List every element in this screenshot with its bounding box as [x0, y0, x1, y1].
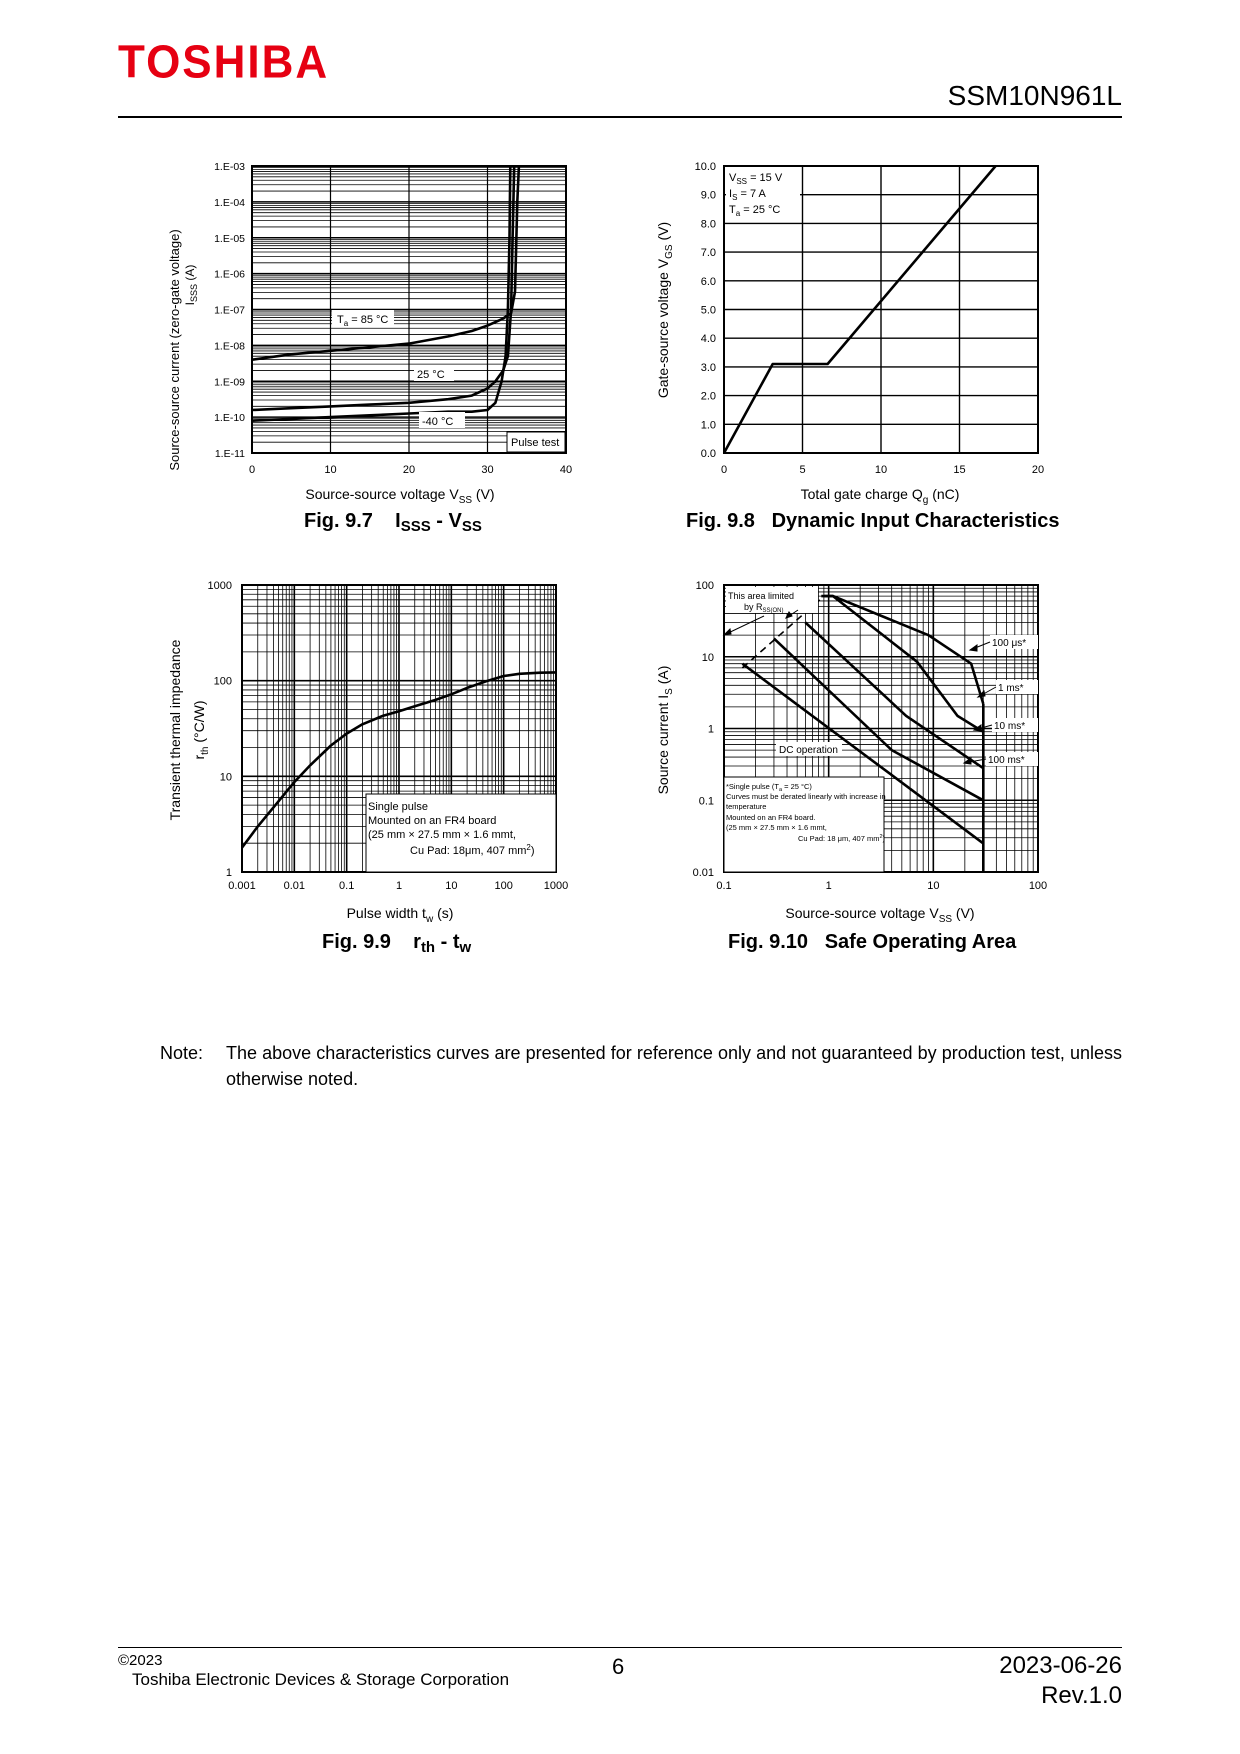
y-tick-labels — [695, 161, 716, 460]
x-tick-label: 100 — [494, 880, 513, 892]
soa-legend-box — [724, 777, 886, 872]
x-tick-label: 5 — [799, 464, 806, 476]
y-axis-label: Transient thermal impedance — [167, 639, 183, 821]
y-tick-label: 3.0 — [700, 361, 716, 374]
x-tick-label: 0.1 — [716, 880, 732, 892]
y-tick-label: 1.0 — [700, 419, 716, 432]
x-tick-label: 20 — [402, 464, 416, 476]
y-tick-label: 0.1 — [698, 795, 714, 808]
y-tick-label: 0.01 — [692, 867, 714, 879]
footer-revision: Rev.1.0 — [1041, 1682, 1122, 1709]
x-tick-label: 10 — [324, 464, 337, 476]
svg-text:This area limited: This area limited — [728, 591, 795, 601]
y-tick-label: 2.0 — [700, 390, 716, 403]
x-tick-label: 0.1 — [339, 880, 355, 892]
svg-text:-40 °C: -40 °C — [422, 416, 454, 428]
svg-text:Cu Pad: 18μm, 407 mm2): Cu Pad: 18μm, 407 $mm^2$) — [410, 843, 535, 857]
svg-text:by RSS(ON): by $R_{SS(ON)}$ — [744, 602, 784, 614]
footer-rule — [118, 1647, 1122, 1648]
x-tick-label: 30 — [481, 464, 494, 476]
label-area-limited — [726, 587, 818, 614]
footer-company: Toshiba Electronic Devices & Storage Corporation — [132, 1670, 510, 1689]
svg-text:Ta = 25 °C: $T_a = 25$ °C — [729, 204, 781, 218]
x-tick-label: 1 — [825, 880, 832, 892]
svg-text:VSS = 15 V: $V_{SS} = 15$ V — [729, 172, 783, 186]
document-id: SSM10N961L — [947, 80, 1122, 111]
x-tick-label: 40 — [559, 464, 573, 476]
y-tick-label: 9.0 — [700, 189, 716, 202]
y-tick-labels — [208, 580, 232, 879]
y-axis-label: Source-source current (zero-gate voltage) — [167, 229, 182, 471]
page-number: 6 — [612, 1654, 625, 1679]
grid — [252, 166, 566, 453]
x-tick-label: 1000 — [543, 880, 569, 892]
x-tick-label: 20 — [1031, 464, 1045, 476]
svg-text:10 ms*: 10 ms* — [994, 721, 1026, 732]
y-tick-label: 1 — [225, 867, 232, 879]
label-dc-operation — [776, 742, 842, 756]
y-tick-label: 100 — [213, 675, 232, 688]
x-tick-label: 0.001 — [228, 880, 256, 892]
y-tick-label: 100 — [695, 580, 714, 592]
svg-text:temperature: temperature — [726, 802, 767, 811]
pulse-test-box — [507, 432, 565, 452]
y-tick-labels — [693, 580, 714, 879]
y-tick-label: 1.E-04 — [214, 196, 245, 209]
svg-text:Cu Pad: 18 μm, 407 mm2): Cu Pad: 18 μm, 407 $mm^2$) — [798, 834, 886, 843]
note-text: The above characteristics curves are presented for reference only and not guaranteed by production test, unless otherwise noted. — [226, 1043, 1122, 1089]
x-axis-label: Total gate charge $Q_g$ (nC) — [800, 486, 960, 506]
y-tick-label: 0.0 — [700, 448, 716, 460]
svg-text:(25 mm × 27.5 mm × 1.6 mmt: (25 mm × 27.5 mm × 1.6 mmt, — [368, 829, 516, 841]
x-tick-label: 15 — [953, 464, 966, 476]
x-tick-labels — [721, 464, 1044, 476]
y-tick-label: 10 — [701, 651, 714, 664]
svg-text:Mounted on an FR4 board.: Mounted on an FR4 board. — [726, 813, 816, 822]
x-tick-label: 10 — [927, 880, 940, 892]
y-tick-label: 1.E-11 — [214, 448, 245, 460]
svg-text:*Single pulse (Ta = 25 °C): *Single pulse ($T_a = 25$ °C) — [726, 782, 812, 793]
x-axis-label: Source-source voltage $V_{SS}$ (V) — [305, 486, 495, 506]
note-label: Note: — [160, 1043, 204, 1063]
y-tick-label: 10 — [219, 771, 232, 784]
y-tick-label: 1.E-07 — [214, 304, 245, 317]
label-100ms — [986, 752, 1038, 766]
x-tick-label: 0 — [720, 464, 728, 476]
x-tick-label: 1 — [395, 880, 403, 892]
x-tick-labels — [716, 880, 1047, 892]
caption-fig-9-8: Fig. 9.8 Dynamic Input Characteristics — [686, 510, 1060, 532]
svg-text:Single pulse: Single pulse — [368, 801, 428, 813]
y-tick-labels — [214, 161, 245, 460]
y-tick-label: 7.0 — [700, 247, 716, 260]
chart-dynamic-input — [648, 150, 1118, 510]
y-tick-label: 8.0 — [700, 218, 716, 231]
header-rule — [118, 116, 1122, 118]
x-tick-labels — [249, 464, 572, 476]
svg-text:Ta = 85 °C: $T_a = 85$ °C — [337, 314, 389, 328]
chart-rth-tw — [160, 570, 610, 940]
caption-fig-9-7: Fig. 9.7 $I_{SSS} - V_{SS}$ — [304, 510, 482, 535]
y-tick-label: 1.E-06 — [214, 268, 245, 281]
x-tick-label: 0.01 — [283, 880, 306, 892]
x-tick-label: 0 — [248, 464, 256, 476]
svg-text:Mounted on an FR4 board: Mounted on an FR4 board — [368, 815, 497, 827]
chart-safe-operating-area — [648, 570, 1118, 940]
svg-text:100 μs*: 100 μs* — [992, 638, 1027, 649]
y-tick-label: 1.E-09 — [214, 376, 245, 389]
svg-text:Curves must be derated linearl: Curves must be derated linearly with increase in — [726, 792, 886, 801]
y-tick-label: 5.0 — [700, 304, 716, 317]
legend-box — [366, 794, 556, 872]
svg-text:IS = 7 A: $I_S = 7$ A — [729, 188, 766, 202]
svg-text:25 °C: 25 °C — [417, 369, 445, 381]
y-axis-label: Source current $I_S$ (A) — [655, 665, 675, 795]
x-tick-label: 10 — [874, 464, 888, 476]
svg-text:100 ms*: 100 ms* — [988, 755, 1025, 766]
y-axis-label-isss: $I_{SSS}$ (A) — [183, 264, 199, 306]
label-10ms — [992, 718, 1038, 732]
svg-text:1 ms*: 1 ms* — [998, 683, 1024, 694]
svg-text:(25 mm × 27.5 mm × 1.6 mmt: (25 mm × 27.5 mm × 1.6 mmt, — [726, 823, 827, 832]
y-tick-label: 1.E-08 — [214, 340, 245, 353]
y-tick-label: 4.0 — [700, 333, 716, 346]
caption-fig-9-9: Fig. 9.9 $r_{th} - t_w$ — [322, 931, 472, 956]
label-1ms — [996, 680, 1038, 694]
label-85c — [332, 310, 394, 328]
label-25c — [414, 365, 454, 381]
chart-isss-vss — [160, 150, 610, 510]
x-tick-label: 10 — [445, 880, 458, 892]
y-tick-label: 1.E-05 — [214, 232, 245, 245]
label-100us — [990, 635, 1038, 649]
label-minus40c — [419, 412, 465, 428]
conditions-box — [726, 168, 800, 220]
x-axis-label: Source-source voltage $V_{SS}$ (V) — [785, 905, 975, 925]
y-tick-label: 1000 — [207, 580, 232, 592]
svg-text:Pulse test: Pulse test — [511, 437, 560, 449]
y-tick-label: 10.0 — [694, 161, 716, 173]
x-tick-labels — [228, 880, 568, 892]
y-tick-label: 1.E-10 — [214, 412, 245, 425]
y-tick-label: 1.E-03 — [214, 161, 245, 173]
x-axis-label: Pulse width $t_w$ (s) — [346, 905, 454, 925]
y-tick-label: 1 — [707, 723, 714, 736]
y-tick-label: 6.0 — [700, 275, 716, 288]
footer-date: 2023-06-26 — [999, 1652, 1122, 1679]
caption-fig-9-10: Fig. 9.10 Safe Operating Area — [728, 931, 1017, 953]
svg-text:DC operation: DC operation — [779, 745, 838, 756]
toshiba-logo: TOSHIBA — [118, 36, 330, 89]
x-tick-label: 100 — [1028, 880, 1048, 892]
footer-copyright: ©2023 — [118, 1652, 163, 1669]
y-axis-label: Gate-source voltage $V_{GS}$ (V) — [655, 221, 675, 399]
y-axis-label-rth: $r_{th}$ (°C/W) — [191, 700, 211, 760]
